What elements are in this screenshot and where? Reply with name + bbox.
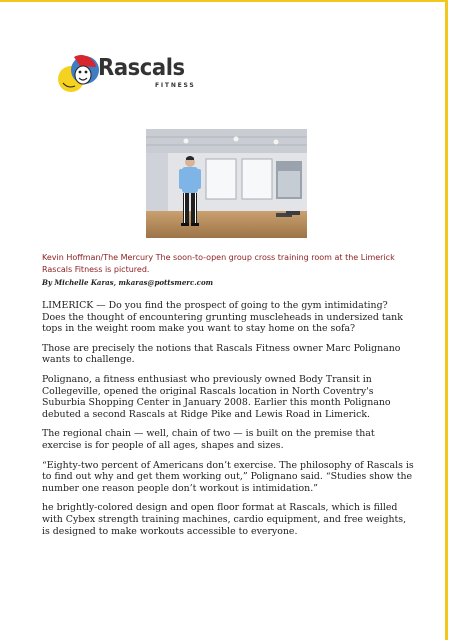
- logo-subtitle: FITNESS: [155, 82, 196, 89]
- article-paragraph: LIMERICK — Do you find the prospect of going to the gym intimidating? Does the thought of encountering grunting muscleheads in undersized tank tops in the weight room make you want to stay home on the sofa?: [42, 300, 403, 335]
- article-paragraph: “Eighty-two percent of Americans don’t exercise. The philosophy of Rascals is to find out why and get them working out,” Polignano said. “Studies show the number one reason people don’t workout is intimidation.”: [42, 459, 414, 494]
- rascals-fitness-logo: [58, 51, 208, 99]
- article-paragraph: Those are precisely the notions that Rascals Fitness owner Marc Polignano wants to challenge.: [42, 342, 401, 366]
- article-paragraph: he brightly-colored design and open floor format at Rascals, which is filled with Cybex strength training machines, cardio equipment, and free weights, is designed to make workouts accessible to everyone.: [42, 502, 407, 537]
- gym-room-photo: [146, 129, 307, 238]
- article-paragraph: Polignano, a fitness enthusiast who previously owned Body Transit in Collegeville, opened the original Rascals location in North Coventry's Suburbia Shopping Center in January 2008. Earlier this month Polignano debuted a second Rascals at Ridge Pike and Lewis Road in Limerick.: [42, 373, 391, 420]
- article-paragraph: The regional chain — well, chain of two — is built on the premise that exercise is for people of all ages, shapes and sizes.: [42, 428, 375, 451]
- byline: By Michelle Karas, mkaras@pottsmerc.com: [42, 278, 214, 287]
- article-body: [42, 300, 414, 545]
- logo-wordmark: Rascals: [98, 55, 185, 81]
- photo-caption: Kevin Hoffman/The Mercury The soon-to-open group cross training room at the Limerick Rascals Fitness is pictured.: [42, 253, 395, 274]
- rascals-mascot-icon: [58, 53, 102, 97]
